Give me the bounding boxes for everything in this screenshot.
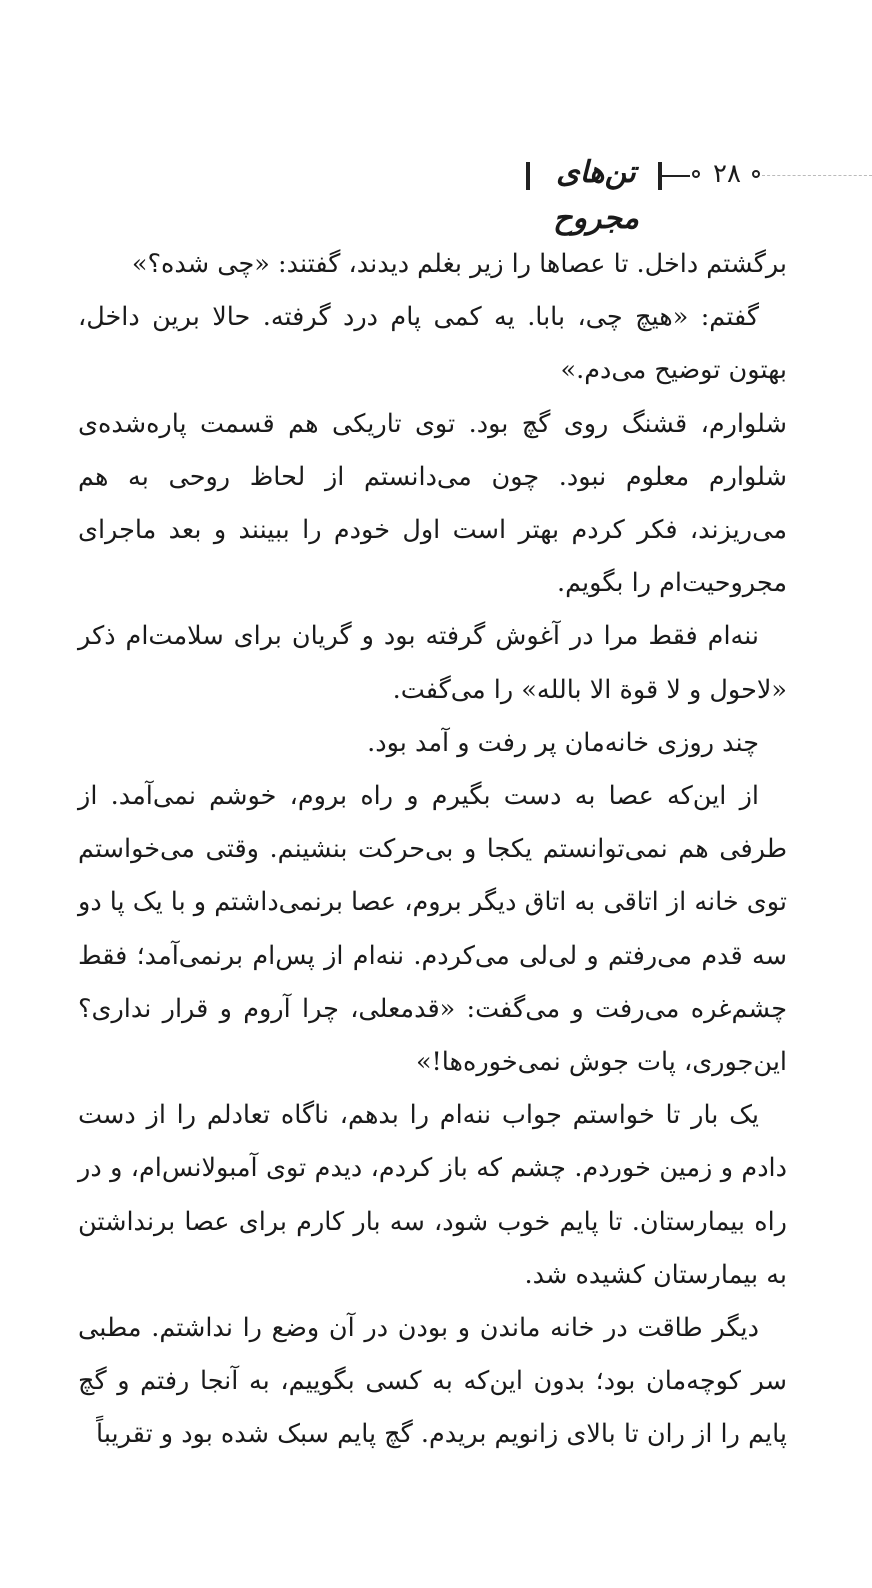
body-text — [78, 238, 787, 1462]
book-title: تن‌های مجروح — [553, 155, 639, 236]
paragraph: یک بار تا خواستم جواب ننه‌ام را بدهم، ناگاه تعادلم را از دست دادم و زمین خوردم. چشم که باز کردم، دیدم توی آمبولانس‌ام، و در راه بیمارستان. تا پایم خوب شود، سه بار کارم برای عصا برنداشتن به بیمارستان کشیده شد. — [78, 1100, 787, 1290]
paragraph: ننه‌ام فقط مرا در آغوش گرفته بود و گریان برای سلامت‌ام ذکر «لاحول و لا قوة الا بالله» را می‌گفت. — [78, 621, 787, 705]
paragraph: گفتم: «هیچ چی، بابا. یه کمی پام درد گرفته. حالا برین داخل، بهتون توضیح می‌دم.» — [78, 302, 787, 386]
page-number: ۲۸ — [713, 159, 741, 189]
header-bar — [526, 162, 530, 190]
header-ornament-dot — [752, 170, 760, 178]
paragraph: چند روزی خانه‌مان پر رفت و آمد بود. — [367, 727, 759, 758]
paragraph: دیگر طاقت در خانه ماندن و بودن در آن وضع را نداشتم. مطبی سر کوچه‌مان بود؛ بدون این‌که به کسی بگوییم، به آنجا رفتم و گچ پایم را از ران تا بالای زانویم بریدم. گچ پایم سبک شده بود و تقریباً — [78, 1313, 787, 1450]
header-bar — [658, 162, 662, 190]
header-dotted-rule — [762, 175, 872, 176]
page-header — [0, 150, 872, 236]
paragraph: برگشتم داخل. تا عصاها را زیر بغلم دیدند، گفتند: «چی شده؟» — [131, 249, 787, 279]
header-rule — [662, 175, 690, 177]
paragraph: از این‌که عصا به دست بگیرم و راه بروم، خوشم نمی‌آمد. از طرفی هم نمی‌توانستم یکجا و بی‌حرکت بنشینم. وقتی می‌خواستم توی خانه از اتاقی به اتاق دیگر بروم، عصا برنمی‌داشتم و با یک پا دو سه قدم می‌رفتم و لی‌لی می‌کردم. ننه‌ام از پس‌ام برنمی‌آمد؛ فقط چشم‌غره می‌رفت و می‌گفت: «قدمعلی، چرا آروم و قرار نداری؟ این‌جوری، پات جوش نمی‌خوره‌ها!» — [78, 781, 787, 1078]
paragraph: شلوارم، قشنگ روی گچ بود. توی تاریکی هم قسمت پاره‌شده‌ی شلوارم معلوم نبود. چون می‌دانستم از لحاظ روحی به هم می‌ریزند، فکر کردم بهتر است اول خودم را ببینند و بعد ماجرای مجروحیت‌ام را بگویم. — [78, 408, 787, 599]
header-ornament-dot — [692, 170, 700, 178]
